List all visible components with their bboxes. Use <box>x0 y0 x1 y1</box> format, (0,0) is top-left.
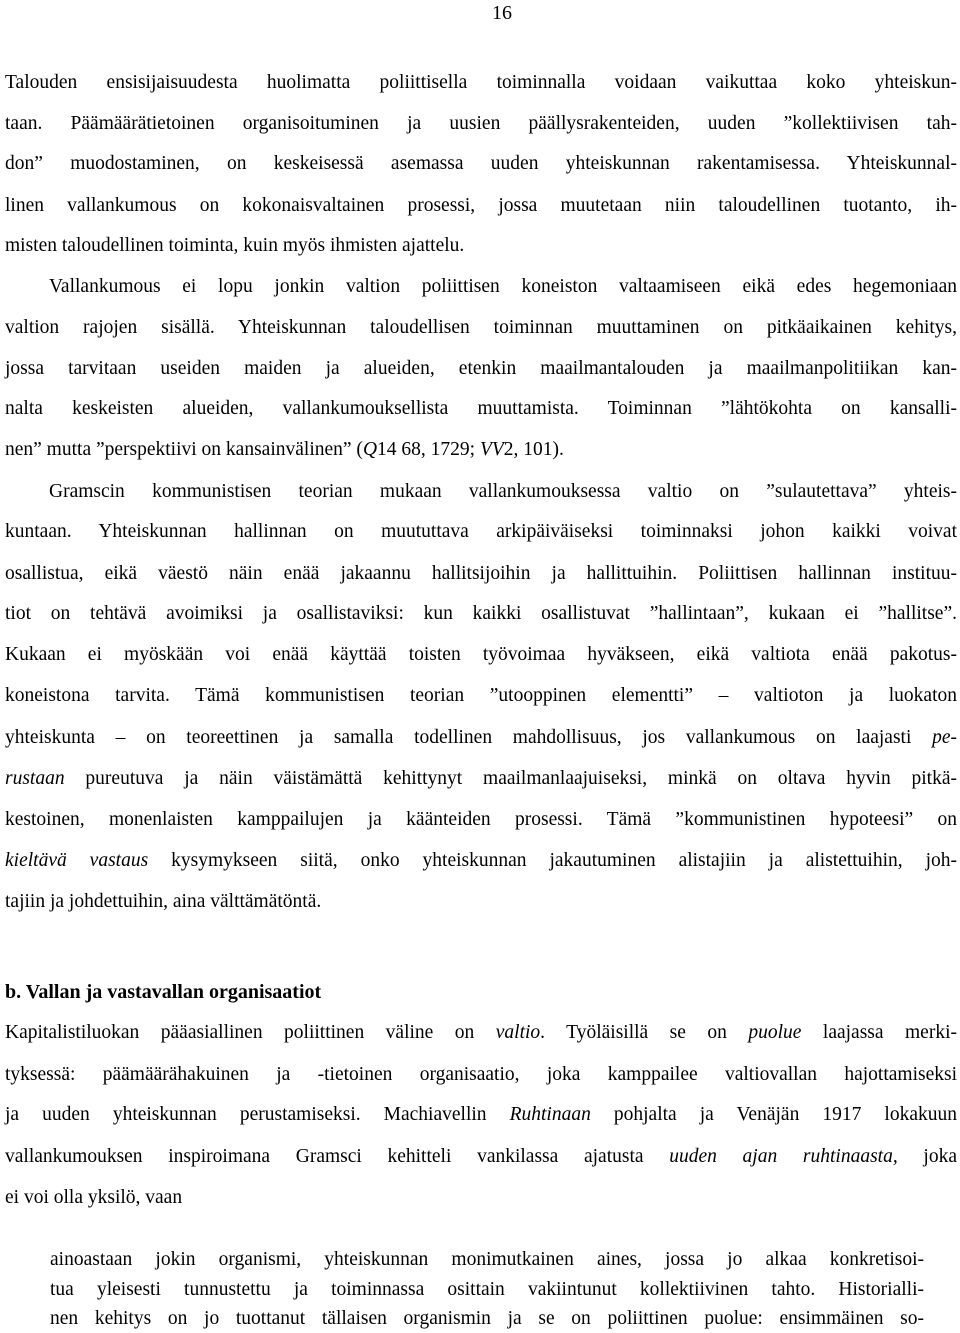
text-line: nalta keskeisten alueiden, vallankumouksellista muuttamista. Toiminnan ”lähtökohta on kansalli- <box>5 398 957 419</box>
text-line: taan. Päämäärätietoinen organisoituminen ja uusien päällysrakenteiden, uuden ”kollektiivisen tah- <box>5 113 957 134</box>
text-segment: ja uuden yhteiskunnan perustamiseksi. Machiavellin <box>5 1104 510 1125</box>
text-line: don” muodostaminen, on keskeisessä asemassa uuden yhteiskunnan rakentamisessa. Yhteiskunnal- <box>5 153 957 174</box>
text-line <box>5 438 957 462</box>
text-line: koneistona tarvita. Tämä kommunistisen teorian ”utooppinen elementti” – valtioton ja luokaton <box>5 685 957 706</box>
text-line <box>5 849 957 873</box>
italic-segment: puolue <box>748 1022 802 1043</box>
section-heading: b. Vallan ja vastavallan organisaatiot <box>5 981 322 1003</box>
italic-segment: VV <box>479 439 504 460</box>
text-line <box>5 1021 957 1045</box>
text-line: jossa tarvitaan useiden maiden ja alueiden, etenkin maailmantalouden ja maailmanpolitiikan kan- <box>5 358 957 379</box>
text-line: Gramscin kommunistisen teorian mukaan vallankumouksessa valtio on ”sulautettava” yhteis- <box>49 481 957 502</box>
italic-segment: kieltävä vastaus <box>5 850 149 871</box>
text-segment: . Työläisillä se on <box>540 1022 749 1043</box>
text-segment: nen” mutta ”perspektiivi on kansainvälinen” ( <box>5 439 363 460</box>
text-line: linen vallankumous on kokonaisvaltainen prosessi, jossa muutetaan niin taloudellinen tuotanto, ih- <box>5 195 957 216</box>
text-line <box>5 767 957 791</box>
text-line: tyksessä: päämäärähakuinen ja -tietoinen organisaatio, joka kamppailee valtiovallan hajottamiseksi <box>5 1064 957 1085</box>
text-line: valtion rajojen sisällä. Yhteiskunnan taloudellisen toiminnan muuttaminen on pitkäaikainen kehitys, <box>5 317 957 338</box>
quote-line: nen kehitys on jo tuottanut tällaisen organismin ja se on poliittinen puolue: ensimmäinen so- <box>50 1308 924 1329</box>
text-segment: Kapitalistiluokan pääasiallinen poliittinen väline on <box>5 1022 496 1043</box>
text-segment: kysymykseen siitä, onko yhteiskunnan jakautuminen alistajiin ja alistettuihin, joh- <box>148 850 958 871</box>
italic-segment: valtio <box>495 1022 541 1043</box>
text-segment: pohjalta ja Venäjän 1917 lokakuun <box>590 1104 957 1125</box>
text-line: misten taloudellinen toiminta, kuin myös ihmisten ajattelu. <box>5 235 465 256</box>
italic-segment: rustaan <box>5 768 65 789</box>
text-segment: yhteiskunta – on teoreettinen ja samalla todellinen mahdollisuus, jos vallankumous on laajasti <box>5 727 933 748</box>
text-line <box>5 1145 957 1169</box>
text-segment: pureutuva ja näin väistämättä kehittynyt maailmanlaajuiseksi, minkä on oltava hyvin pitkä- <box>64 768 957 789</box>
text-segment: 14 68, 1729; <box>377 439 480 460</box>
quote-line: ainoastaan jokin organismi, yhteiskunnan monimutkainen aines, jossa jo alkaa konkretisoi- <box>50 1249 924 1270</box>
italic-segment: Ruhtinaan <box>509 1104 591 1125</box>
text-line: osallistua, eikä väestö näin enää jakaannu hallitsijoihin ja hallittuihin. Poliittisen hallinnan instituu- <box>5 563 957 584</box>
text-segment: laajassa merki- <box>801 1022 957 1043</box>
italic-segment: Q <box>362 439 378 460</box>
text-line: kestoinen, monenlaisten kamppailujen ja käänteiden prosessi. Tämä ”kommunistinen hypoteesi” on <box>5 809 957 830</box>
quote-line: tua yleisesti tunnustettu ja toiminnassa osittain vakiintunut kollektiivinen tahto. Historialli- <box>50 1279 924 1300</box>
italic-segment: uuden ajan ruhtinaasta, <box>669 1146 898 1167</box>
text-line <box>5 1103 957 1127</box>
text-line: Talouden ensisijaisuudesta huolimatta poliittisella toiminnalla voidaan vaikuttaa koko yhteiskun- <box>5 72 957 93</box>
text-line: tajiin ja johdettuihin, aina välttämätöntä. <box>5 891 322 912</box>
text-line <box>5 726 957 750</box>
text-line: Vallankumous ei lopu jonkin valtion poliittisen koneiston valtaamiseen eikä edes hegemoniaan <box>49 276 957 297</box>
text-line: Kukaan ei myöskään voi enää käyttää toisten työvoimaa hyväkseen, eikä valtiota enää pakotus- <box>5 644 957 665</box>
text-segment: 2, 101). <box>503 439 564 460</box>
text-line: ei voi olla yksilö, vaan <box>5 1187 183 1208</box>
text-line: kuntaan. Yhteiskunnan hallinnan on muututtava arkipäiväiseksi toiminnaksi johon kaikki voivat <box>5 521 957 542</box>
text-segment: joka <box>897 1146 957 1167</box>
italic-segment: pe- <box>932 727 957 748</box>
page-number: 16 <box>492 2 512 24</box>
text-segment: vallankumouksen inspiroimana Gramsci kehitteli vankilassa ajatusta <box>5 1146 670 1167</box>
text-line: tiot on tehtävä avoimiksi ja osallistaviksi: kun kaikki osallistuvat ”hallintaan”, kukaan ei ”hallitse”. <box>5 603 957 624</box>
